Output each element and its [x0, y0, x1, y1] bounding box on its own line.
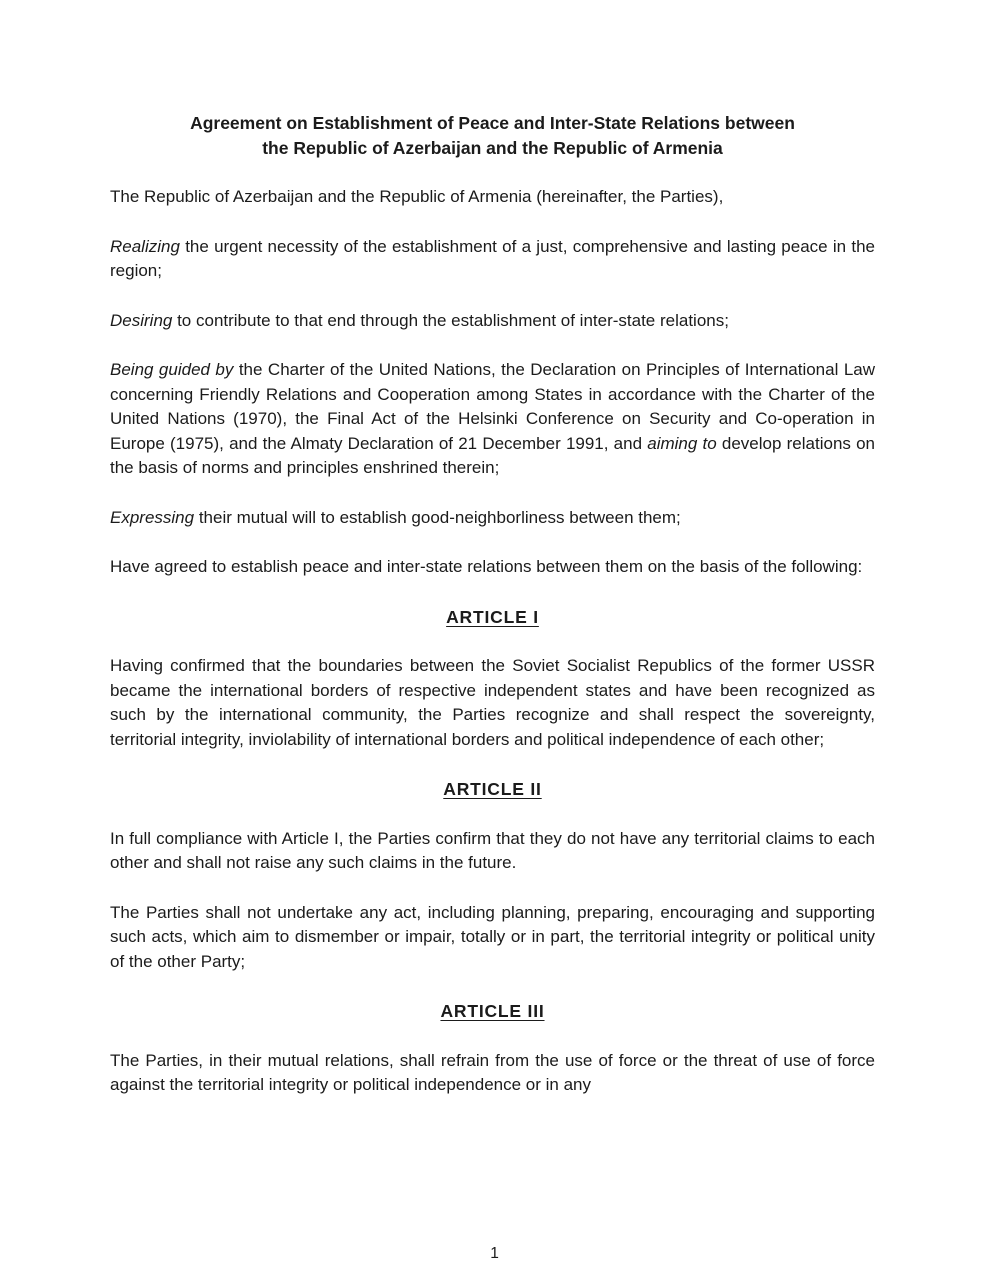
italic-lead-word: Desiring — [110, 310, 173, 330]
paragraph-text: The Republic of Azerbaijan and the Republic of Armenia (hereinafter, the Parties), — [110, 187, 724, 206]
article-1-heading-text: ARTICLE I — [446, 606, 539, 627]
preamble-paragraph-expressing — [110, 506, 875, 531]
paragraph-text: The Parties shall not undertake any act, including planning, preparing, encouraging and supporting such acts, which aim to dismember or impair, totally or in part, the territorial integrity or political unity of the other Party; — [110, 902, 875, 971]
preamble-paragraph-being-guided — [110, 358, 875, 481]
article-2-heading-text: ARTICLE II — [443, 779, 542, 799]
italic-inline-phrase: aiming to — [647, 433, 717, 453]
article-2-paragraph-2 — [110, 901, 875, 975]
preamble-paragraph-desiring — [110, 309, 875, 334]
italic-lead-word: Realizing — [110, 236, 180, 256]
article-2-paragraph-1 — [110, 827, 875, 876]
article-1-paragraph-1 — [110, 654, 875, 752]
paragraph-text: Have agreed to establish peace and inter-state relations between them on the basis of the following: — [110, 557, 863, 576]
paragraph-text: their mutual will to establish good-neighborliness between them; — [194, 507, 681, 527]
paragraph-text: Having confirmed that the boundaries between the Soviet Socialist Republics of the former USSR became the international borders of respective independent states and have been recognized as such by the international community, the Parties recognize and shall respect the sovereignty, territorial integrity, inviolability of international borders and political independence of each other; — [110, 656, 875, 749]
preamble-paragraph-realizing — [110, 235, 875, 284]
document-title-line-1: Agreement on Establishment of Peace and Inter-State Relations between — [190, 113, 795, 133]
paragraph-text: the Charter of the United Nations, the Declaration on Principles of International Law concerning Friendly Relations and Cooperation among States in accordance with the Charter of the United Nations (1970), the Final Act of the Helsinki Conference on Security and Co-operation in Europe (1975), and the Almaty Declaration of 21 December 1991, and — [110, 360, 876, 453]
article-2-heading — [110, 777, 875, 802]
paragraph-text: In full compliance with Article I, the Parties confirm that they do not have any territorial claims to each other and shall not raise any such claims in the future. — [110, 828, 875, 872]
preamble-paragraph-parties — [110, 185, 875, 210]
paragraph-text: The Parties, in their mutual relations, shall refrain from the use of force or the threat of use of force against the territorial integrity or political independence or in any — [110, 1050, 875, 1094]
italic-lead-word: Being guided by — [110, 360, 234, 379]
document-title — [110, 111, 875, 160]
article-3-paragraph-1 — [110, 1049, 875, 1098]
document-title-line-2: the Republic of Azerbaijan and the Republic of Armenia — [262, 137, 723, 158]
italic-lead-word: Expressing — [110, 507, 195, 527]
paragraph-text: the urgent necessity of the establishment of a just, comprehensive and lasting peace in the region; — [110, 236, 875, 280]
preamble-paragraph-have-agreed — [110, 555, 875, 580]
article-1-heading — [110, 605, 875, 630]
page-number: 1 — [490, 1245, 499, 1262]
article-3-heading-text: ARTICLE III — [440, 1001, 545, 1021]
paragraph-text: to contribute to that end through the establishment of inter-state relations; — [172, 310, 729, 330]
article-3-heading — [110, 999, 875, 1024]
paragraph-text: develop relations on the basis of norms and principles enshrined therein; — [110, 433, 876, 477]
